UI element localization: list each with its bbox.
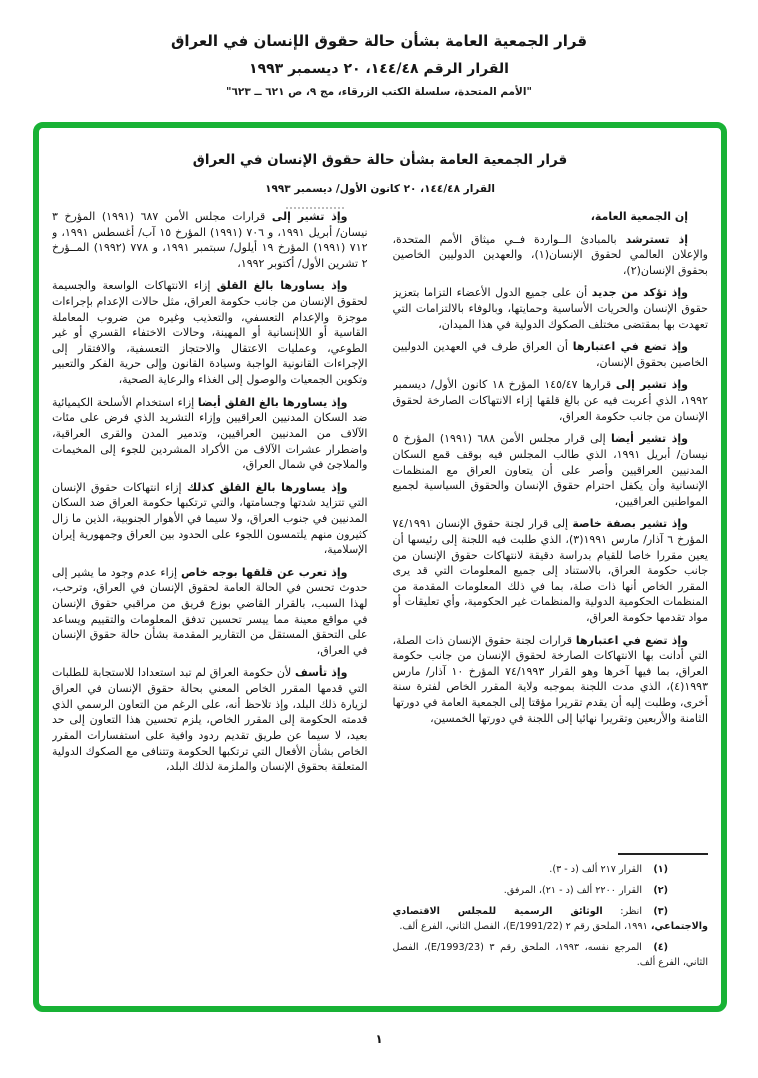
- paragraph-lead: وإذ يساورها بالغ القلق كذلك: [186, 480, 348, 494]
- document-frame: [33, 122, 727, 1012]
- paragraph: [52, 565, 368, 659]
- paragraph-lead: وإذ تأسف: [295, 666, 348, 680]
- paragraph-lead: وإذ تشير أيضا: [611, 432, 688, 446]
- right-column: [393, 209, 709, 981]
- paragraph: [52, 480, 368, 558]
- footnotes-section: [393, 853, 709, 981]
- paragraph-text: أن العراق طرف في العهدين الدوليين الخاصين بحقوق الإنسان،: [392, 340, 708, 369]
- paragraph: [52, 665, 368, 774]
- paragraph: [52, 395, 368, 473]
- footnote-text: القرار ٢١٧ ألف (د - ٣).: [549, 863, 642, 875]
- paragraph-lead: وإذ تعرب عن قلقها بوجه خاص: [180, 565, 348, 579]
- two-column-body: [39, 195, 721, 981]
- paragraph-text: إزاء الانتهاكات الواسعة والجسيمة لحقوق الإنسان من جانب حكومة العراق، مثل حالات الإعدام بإجراءات موجزة والإعدام التعسفي، والتعذيب وغيره من ضروب المعاملة القاسية أو اللاإنسانية أو المهينة، وحالات الاختفاء القسري أو غير الطوعي، وعمليات الاعتقال والاحتجاز التعسفية، والافتقار إلى الإجراءات القانونية الواجبة وسيادة القانون وإلى حرية الفكر والتعبير وتكوين الجمعيات والوصول إلى الغذاء والرعاية الصحية،: [52, 279, 368, 387]
- paragraph-text: قرارات مجلس الأمن ٦٨٧ (١٩٩١) المؤرخ ٣ نيسان/ أبريل ١٩٩١، و ٧٠٦ (١٩٩١) المؤرخ ١٥ آب/ أغسطس ١٩٩١، و ٧١٢ (١٩٩١) المؤرخ ١٩ أيلول/ سبتمبر ١٩٩١، و ٧٧٨ (١٩٩٢) المــؤرخ ٢ تشرين الأول/ أكتوبر ١٩٩٢،: [52, 210, 368, 270]
- footnote-text: المرجع نفسه، ١٩٩٣، الملحق رقم ٣ ‎(E/1993/23)‎، الفصل الثاني، الفرع ألف.: [392, 942, 708, 968]
- footnote: [393, 941, 709, 970]
- footnote-marker: (٣): [653, 906, 668, 918]
- paragraph-lead: وإذ تؤكد من جديد: [591, 286, 689, 300]
- footnote-marker: (١): [653, 863, 668, 875]
- footnote-pre: انظر:: [602, 906, 642, 918]
- paragraph-lead: وإذ تضع في اعتبارها: [572, 340, 688, 354]
- paragraph-text: لأن حكومة العراق لم تبد استعدادا للاستجابة للطلبات التي قدمها المقرر الخاص المعني بحالة حقوق الإنسان في العراق لزيارة ذلك البلد، وإذ تلاحظ أنه، على الرغم من التعاون الرسمي الذي قدمته الحكومة إلى المقرر الخاص، يلزم تحسين هذا التعاون إلى حد بعيد، لا سيما عن طريق تقديم ردود وافية على استفسارات المقرر الخاص بشأن الأفعال التي ترتكبها الحكومة وتتنافى مع الصكوك الدولية المتعلقة بحقوق الإنسان والملزمة لذلك البلد،: [52, 666, 368, 774]
- paragraph-lead: إذ تسترشد: [625, 232, 688, 246]
- paragraph-text: إزاء عدم وجود ما يشير إلى حدوث تحسن في الحالة العامة لحقوق الإنسان في العراق، وترحب، لهذا السبب، بالقرار القاضي بوزع فريق من مراقبي حقوق الإنسان في مواقع معينة مما ييسر تحسين تدفق المعلومات والتقييم ويساعد على التحقق المستقل من التقارير المقدمة بشأن حالة حقوق الإنسان في العراق،: [52, 565, 368, 657]
- paragraph-text: بالمبادئ الــواردة فــي ميثاق الأمم المتحدة، والإعلان العالمي لحقوق الإنسان(١)، والعهدين الدوليين الخاصين بحقوق الإنسان(٢)،: [392, 232, 708, 277]
- paragraph-text: إزاء استخدام الأسلحة الكيميائية ضد السكان المدنيين العراقيين وإزاء التشريد الذي فرض على مئات الآلاف من المدنيين العراقيين، وتدمير المدن والقرى العراقية، واضطرار عشرات الآلاف من الأكراد المشردين للجوء إلى المخيمات والملاجئ في شمال العراق،: [52, 395, 368, 472]
- paragraph-text: قرارها ١٤٥/٤٧ المؤرخ ١٨ كانون الأول/ ديسمبر ١٩٩٢، الذي أعربت فيه عن بالغ قلقها إزاء الانتهاكات الصارخة لحقوق الإنسان من جانب حكومة العراق،: [392, 378, 708, 423]
- page-header: [0, 32, 758, 98]
- footnote: [393, 863, 709, 877]
- paragraph: [393, 633, 709, 727]
- document-title: قرار الجمعية العامة بشأن حالة حقوق الإنسان في العراق: [192, 152, 568, 168]
- left-column: [52, 209, 368, 981]
- paragraph-lead: وإذ تشير إلى: [271, 210, 348, 223]
- footnote-marker: (٢): [653, 885, 668, 897]
- page-title: قرار الجمعية العامة بشأن حالة حقوق الإنسان في العراق: [170, 32, 588, 50]
- paragraph-text: إلى قرار مجلس الأمن ٦٨٨ (١٩٩١) المؤرخ ٥ نيسان/ أبريل ١٩٩١، الذي طالب المجلس فيه بوقف قمع السكان المدنيين العراقيين وأصر على أن يتعاون العراق مع المنظمات الإنسانية وأن يكفل احترام حقوق الإنسان والحقوق السياسية لجميع المواطنين العراقيين،: [392, 432, 708, 508]
- footnote-source-title: الوثائق الرسمية للمجلس الاقتصادي والاجتماعي،: [392, 906, 708, 932]
- footnote-text: ١٩٩١، الملحق رقم ٢ ‎(E/1991/22)‎، الفصل الثاني، الفرع ألف.: [399, 920, 651, 932]
- paragraph: [393, 516, 709, 625]
- paragraph: [393, 431, 709, 509]
- preamble-intro: إن الجمعية العامة،: [590, 210, 688, 223]
- paragraph-lead: وإذ تضع في اعتبارها: [575, 633, 688, 647]
- paragraph: [52, 278, 368, 387]
- footnote: [393, 905, 709, 934]
- paragraph-lead: وإذ يساورها بالغ القلق: [216, 279, 348, 293]
- paragraph: [393, 232, 709, 279]
- paragraph-text: أن على جميع الدول الأعضاء التزاما بتعزيز حقوق الإنسان والحريات الأساسية وحمايتها، وبالوفاء بالالتزامات التي تعهدت بها بمقتضى مختلف الصكوك الدولية في هذا الميدان،: [392, 286, 708, 331]
- paragraph-lead: وإذ تشير إلى: [615, 378, 689, 392]
- page-subtitle: القرار الرقم ١٤٤/٤٨، ٢٠ ديسمبر ١٩٩٣: [249, 61, 509, 77]
- document-subtitle: القرار ١٤٤/٤٨، ٢٠ كانون الأول/ ديسمبر ١٩٩٣: [265, 183, 495, 195]
- paragraph-lead: وإذ يساورها بالغ القلق أيضا: [197, 395, 348, 409]
- paragraph-text: قرارات لجنة حقوق الإنسان ذات الصلة، التي أدانت بها الانتهاكات الصارخة لحقوق الإنسان من جانب حكومة العراق، بما فيها آخرها وهو القرار ٧٤/١٩٩٣ المؤرخ ١٠ آذار/ مارس ١٩٩٣(٤)، الذي مدت اللجنة بموجبه ولاية المقرر الخاص لفترة سنة أخرى، وطلبت إليه أن يقدم تقريرا مؤقتا إلى الجمعية العامة في دورتها الثامنة والأربعين وتقريرا نهائيا إلى اللجنة في دورتها الخمسين،: [392, 633, 708, 725]
- source-citation: "الأمم المتحدة، سلسلة الكتب الزرقاء، مج ٩، ص ٦٢١ ــ ٦٢٣": [226, 86, 532, 98]
- paragraph-lead: وإذ تشير بصفة خاصة: [572, 517, 688, 531]
- page-number: ١: [375, 1032, 383, 1046]
- scan-artifact-dashes: [286, 207, 344, 209]
- paragraph: [393, 285, 709, 332]
- footnote-marker: (٤): [653, 942, 668, 954]
- footnote-text: القرار ٢٢٠٠ ألف (د - ٢١)، المرفق.: [503, 885, 642, 897]
- paragraph-text: إلى قرار لجنة حقوق الإنسان ٧٤/١٩٩١ المؤرخ ٦ آذار/ مارس ١٩٩١(٣)، الذي طلبت فيه اللجنة إلى رئيسها أن يعين مقررا خاصا للقيام بدراسة دقيقة لانتهاكات حقوق الإنسان من جانب حكومة العراق، بالاستناد إلى جميع المعلومات التي قد يرى المقرر الخاص أنها ذات صلة، بما في ذلك المعلومات المقدمة من المنظمات الحكومية الدولية والمنظمات غير الحكومية، وأي تعليقات أو مواد تقدمها حكومة العراق،: [392, 517, 708, 625]
- paragraph-text: إزاء انتهاكات حقوق الإنسان التي تتزايد شدتها وجسامتها، والتي ترتكبها حكومة العراق ضد السكان المدنيين في جنوب العراق، ولا سيما في الأهوار الجنوبية، الذين ما زال كثيرون منهم يلتمسون اللجوء على الحدود بين العراق وجمهورية إيران الإسلامية،: [52, 480, 368, 557]
- footnote-divider: [618, 853, 708, 855]
- paragraph: [393, 377, 709, 424]
- paragraph: [393, 339, 709, 370]
- paragraph: [52, 209, 368, 271]
- footnote: [393, 884, 709, 898]
